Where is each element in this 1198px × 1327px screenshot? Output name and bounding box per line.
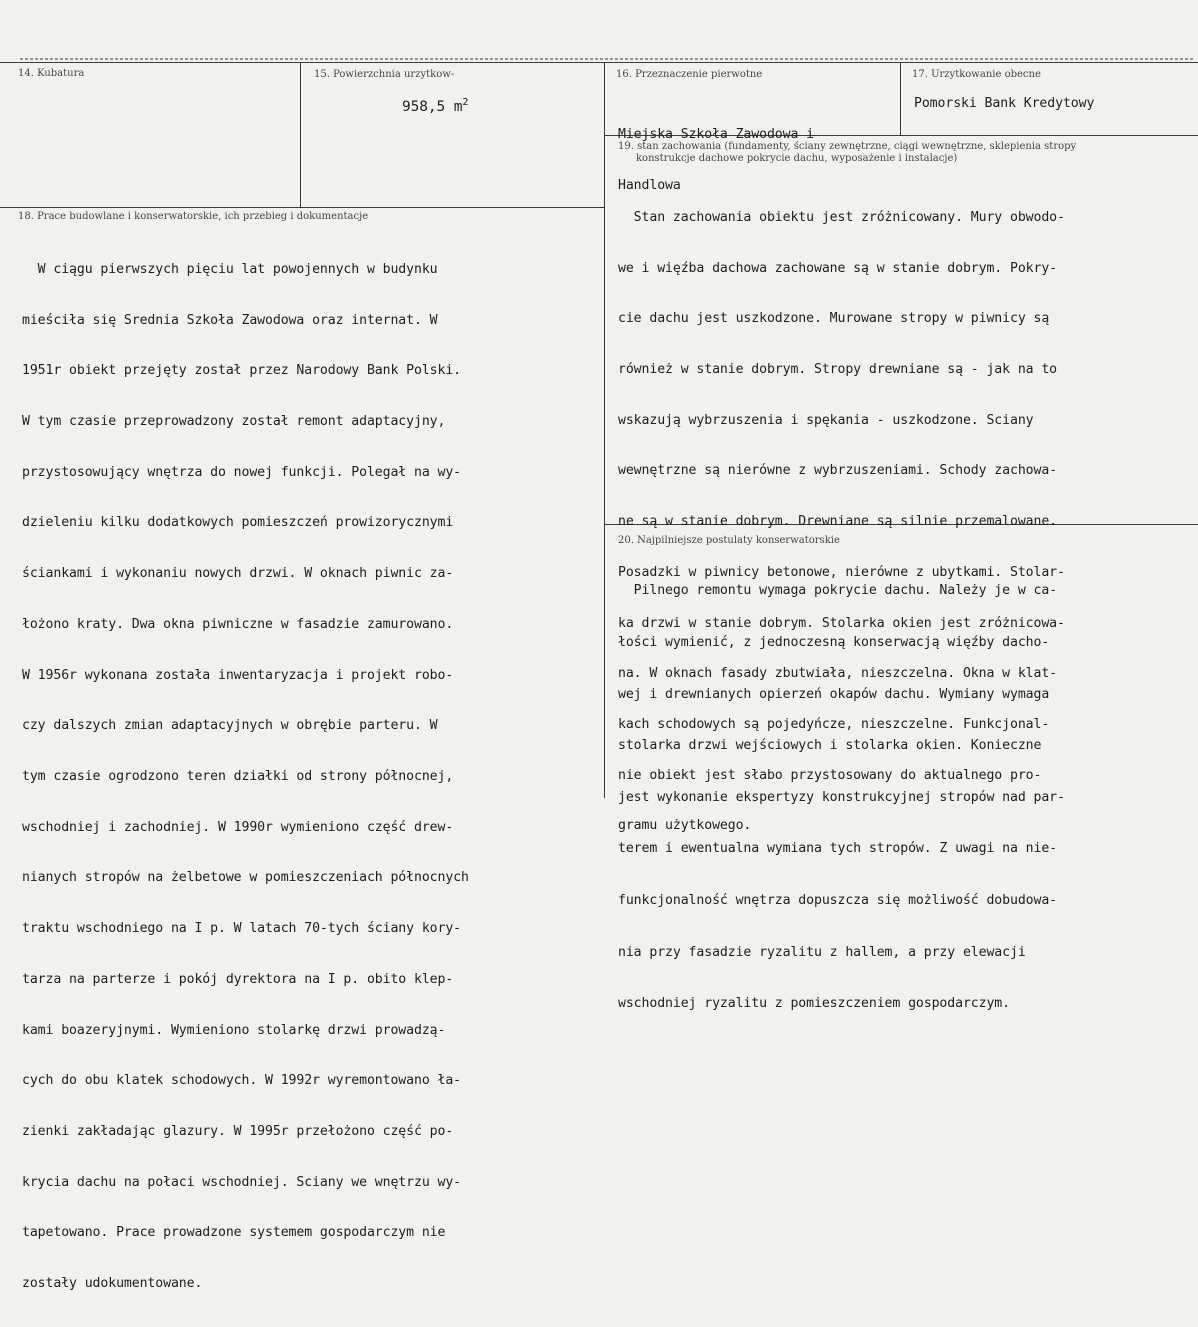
text-line: zostały udokumentowane. <box>22 1276 203 1292</box>
box19-label-line2: konstrukcje dachowe pokrycie dachu, wyposażenie i instalacje) <box>636 153 958 164</box>
text-line: ściankami i wykonaniu nowych drzwi. W oknach piwnic za- <box>22 566 454 582</box>
rule-v2 <box>604 62 605 798</box>
current-use: Pomorski Bank Kredytowy <box>914 96 1095 111</box>
text-line: funkcjonalność wnętrza dopuszcza się możliwość dobudowa- <box>618 893 1058 909</box>
rule-left-mid <box>0 207 604 208</box>
text-line: tym czasie ogrodzono teren działki od strony północnej, <box>22 769 454 784</box>
text-line: Stan zachowania obiektu jest zróżnicowany. Mury obwodo- <box>618 209 1065 225</box>
text-line: W tym czasie przeprowadzony został remont adaptacyjny, <box>22 413 446 429</box>
text-line: krycia dachu na połaci wschodniej. Sciany we wnętrzu wy- <box>22 1174 462 1190</box>
box20-label: 20. Najpilniejsze postulaty konserwatorskie <box>618 535 840 546</box>
text-line: tarza na parterze i pokój dyrektora na I p. obito klep- <box>22 971 454 987</box>
text-line: tapetowano. Prace prowadzone systemem gospodarczym nie <box>22 1225 446 1241</box>
rule-top <box>0 62 1198 63</box>
text-line: gramu użytkowego. <box>618 818 752 834</box>
text-line: jest wykonanie ekspertyzy konstrukcyjnej stropów nad par- <box>618 789 1065 805</box>
text-line: wschodniej ryzalitu z pomieszczeniem gospodarczym. <box>618 996 1010 1012</box>
box14-label: 14. Kubatura <box>18 68 85 79</box>
text-line: terem i ewentualna wymiana tych stropów. Z uwagi na nie- <box>618 841 1058 857</box>
box19-label-line1: 19. stan zachowania (fundamenty, ściany zewnętrzne, ciągi wewnętrzne, sklepienia stropy <box>618 141 1077 152</box>
usable-area-value <box>402 94 468 116</box>
rule-v3 <box>900 62 901 135</box>
original-purpose-line: Miejska Szkoła Zawodowa i <box>618 127 814 142</box>
box15-label: 15. Powierzchnia urzytkow- <box>314 69 455 80</box>
text-line: stolarka drzwi wejściowych i stolarka okien. Konieczne <box>618 738 1042 754</box>
box19-label <box>618 141 1076 165</box>
text-line: kach schodowych są pojedyńcze, nieszczelne. Funkcjonal- <box>618 717 1050 732</box>
text-line: Posadzki w piwnicy betonowe, nierówne z ubytkami. Stolar- <box>618 564 1065 580</box>
box18-label: 18. Prace budowlane i konserwatorskie, ich przebieg i dokumentacje <box>18 211 369 222</box>
usable-area-number: 958,5 m <box>402 98 463 115</box>
postulates-text <box>618 548 1065 1047</box>
text-line: czy dalszych zmian adaptacyjnych w obrębie parteru. W <box>22 718 438 734</box>
text-line: cych do obu klatek schodowych. W 1992r wyremontowano ła- <box>22 1073 462 1089</box>
text-line: kami boazeryjnymi. Wymieniono stolarkę drzwi prowadzą- <box>22 1022 446 1038</box>
text-line: mieściła się Srednia Szkoła Zawodowa oraz internat. W <box>22 312 438 328</box>
text-line: cie dachu jest uszkodzone. Murowane stropy w piwnicy są <box>618 311 1050 327</box>
box17-label: 17. Urzytkowanie obecne <box>912 69 1041 80</box>
text-line: 1951r obiekt przejęty został przez Narodowy Bank Polski. <box>22 363 462 379</box>
text-line: we i więźba dachowa zachowane są w stanie dobrym. Pokry- <box>618 260 1058 276</box>
text-line: dzieleniu kilku dodatkowych pomieszczeń prowizorycznymi <box>22 515 454 531</box>
text-line: na. W oknach fasady zbutwiała, nieszczelna. Okna w klat- <box>618 666 1058 682</box>
top-dotted-rule <box>20 58 1195 60</box>
box16-label: 16. Przeznaczenie pierwotne <box>616 69 763 80</box>
text-line: przystosowujący wnętrza do nowej funkcji. Polegał na wy- <box>22 464 462 480</box>
text-line: nia przy fasadzie ryzalitu z hallem, a przy elewacji <box>618 944 1026 960</box>
text-line: wej i drewnianych opierzeń okapów dachu. Wymiany wymaga <box>618 686 1050 702</box>
text-line: W ciągu pierwszych pięciu lat powojennych w budynku <box>22 261 438 277</box>
usable-area-unit-sup: 2 <box>462 97 469 108</box>
text-line: łożono kraty. Dwa okna piwniczne w fasadzie zamurowano. <box>22 616 454 632</box>
text-line: nie obiekt jest słabo przystosowany do aktualnego pro- <box>618 767 1042 783</box>
text-line: nianych stropów na żelbetowe w pomieszczeniach północnych <box>22 870 469 886</box>
text-line: ka drzwi w stanie dobrym. Stolarka okien jest zróżnicowa- <box>618 615 1065 631</box>
rule-v1 <box>300 62 301 207</box>
text-line: łości wymienić, z jednoczesną konserwacją więźby dacho- <box>618 635 1050 651</box>
text-line: W 1956r wykonana została inwentaryzacja i projekt robo- <box>22 667 454 683</box>
text-line: wskazują wybrzuszenia i spękania - uszkodzone. Sciany <box>618 412 1034 428</box>
original-purpose-line: Handlowa <box>618 178 681 193</box>
text-line: również w stanie dobrym. Stropy drewniane są - jak na to <box>618 361 1058 377</box>
works-history-text <box>22 228 469 1327</box>
text-line: wewnętrzne są nierówne z wybrzuszeniami. Schody zachowa- <box>618 463 1058 479</box>
text-line: Pilnego remontu wymaga pokrycie dachu. Należy je w ca- <box>618 583 1058 599</box>
text-line: ne są w stanie dobrym. Drewniane są silnie przemalowane. <box>618 514 1058 530</box>
text-line: wschodniej i zachodniej. W 1990r wymieniono część drew- <box>22 819 454 835</box>
text-line: traktu wschodniego na I p. W latach 70-tych ściany kory- <box>22 921 462 937</box>
text-line: zienki zakładając glazury. W 1995r przełożono część po- <box>22 1124 454 1140</box>
